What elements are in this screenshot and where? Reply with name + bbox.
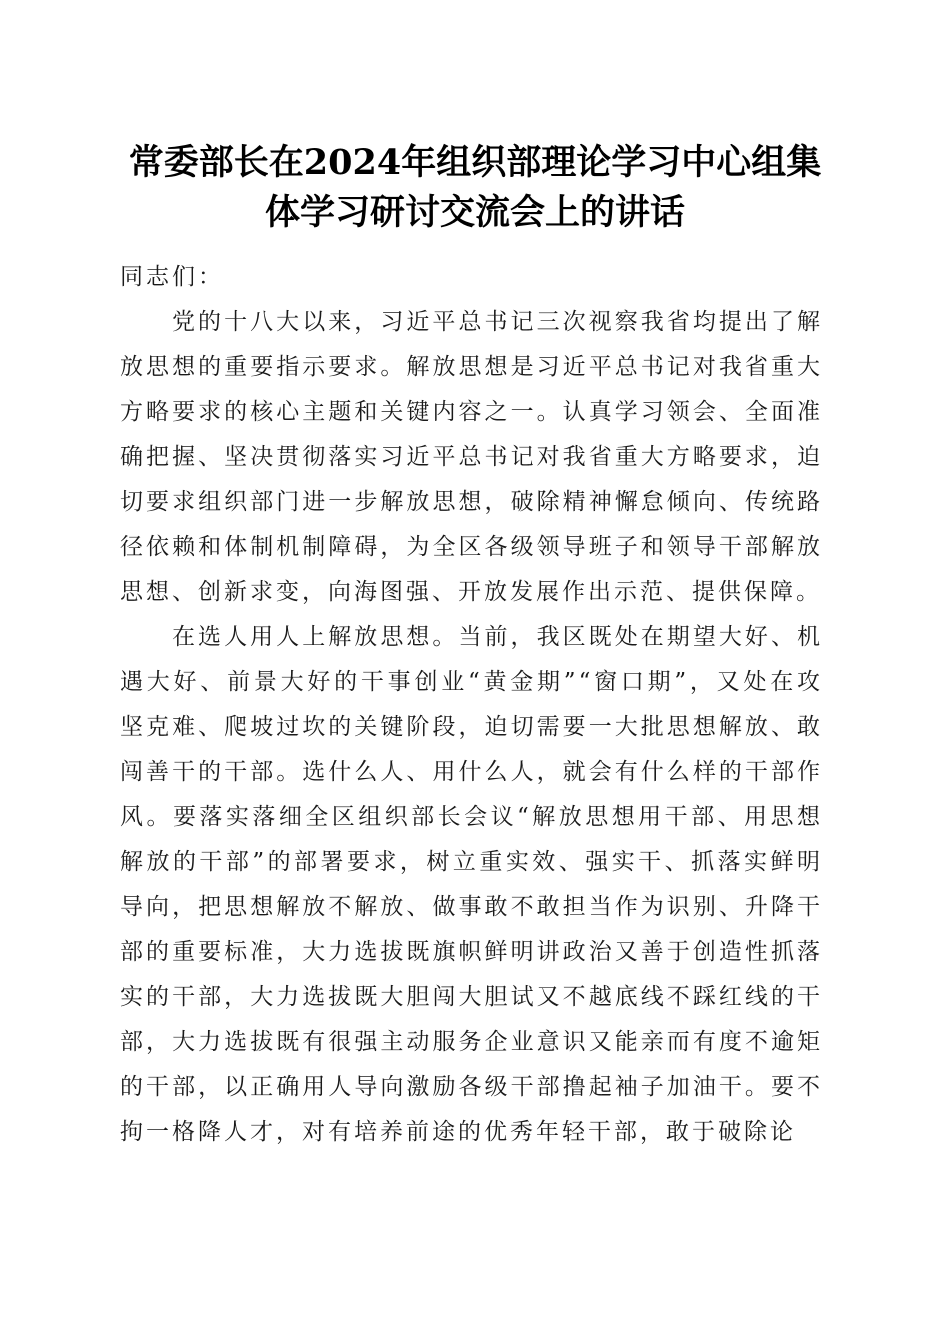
paragraph: 在选人用人上解放思想。当前，我区既处在期望大好、机遇大好、前景大好的干事创业“黄金期”“窗口期”，又处在攻坚克难、爬坡过坎的关键阶段，迫切需要一大批思想解放、敢闯善干的干部。选什么人、用什么人，就会有什么样的干部作风。要落实落细全区组织部长会议“解放思想用干部、用思想解放的干部”的部署要求，树立重实效、强实干、抓落实鲜明导向，把思想解放不解放、做事敢不敢担当作为识别、升降干部的重要标准，大力选拔既旗帜鲜明讲政治又善于创造性抓落实的干部，大力选拔既大胆闯大胆试又不越底线不踩红线的干部，大力选拔既有很强主动服务企业意识又能亲而有度不逾矩的干部，以正确用人导向激励各级干部撸起袖子加油干。要不拘一格降人才，对有培养前途的优秀年轻干部，敢于破除论 bbox=[120, 624, 823, 1145]
paragraph: 党的十八大以来，习近平总书记三次视察我省均提出了解放思想的重要指示要求。解放思想是习近平总书记对我省重大方略要求的核心主题和关键内容之一。认真学习领会、全面准确把握、坚决贯彻落实习近平总书记对我省重大方略要求，迫切要求组织部门进一步解放思想，破除精神懈怠倾向、传统路径依赖和体制机制障碍，为全区各级领导班子和领导干部解放思想、创新求变，向海图强、开放发展作出示范、提供保障。 bbox=[120, 309, 823, 605]
document-title: 常委部长在2024年组织部理论学习中心组集体学习研讨交流会上的讲话 bbox=[128, 142, 822, 233]
document-body bbox=[120, 255, 823, 1155]
salutation: 同志们： bbox=[120, 264, 224, 290]
